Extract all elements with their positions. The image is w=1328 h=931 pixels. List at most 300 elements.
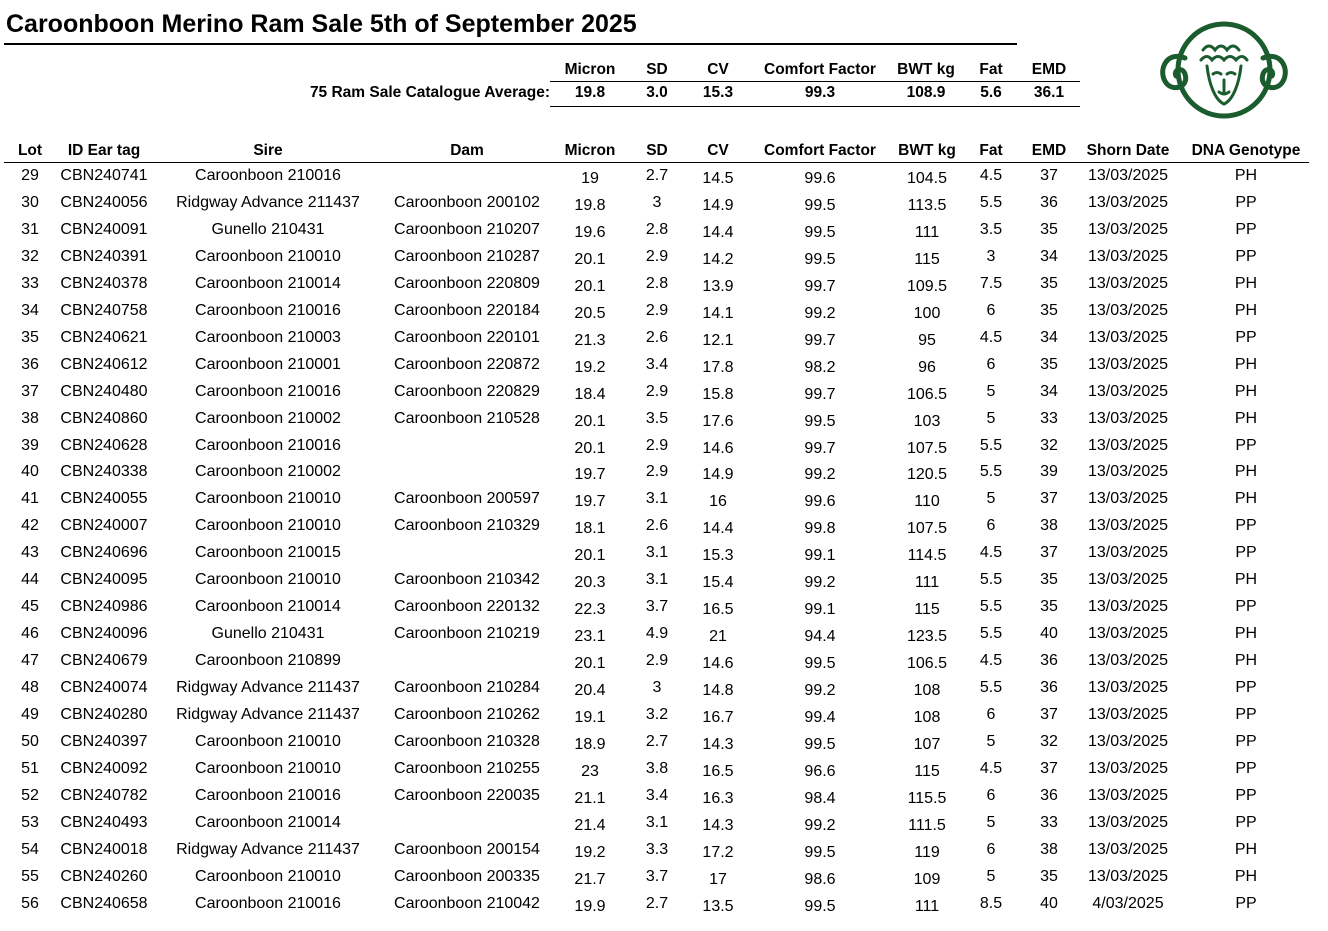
cell-cv: 14.3: [702, 816, 734, 834]
cell-sire: Caroonboon 210016: [195, 382, 341, 400]
cell-micron: 19.6: [574, 223, 606, 241]
cell-sd: 2.9: [645, 652, 669, 670]
cell-id-ear-tag: CBN240493: [60, 813, 148, 831]
cell-dna-genotype: PH: [1234, 867, 1258, 885]
cell-cv: 16.5: [702, 762, 734, 780]
avg-value-comfort-factor: 99.3: [804, 84, 836, 101]
cell-cv: 12.1: [702, 331, 734, 349]
cell-bwt: 107.5: [906, 520, 948, 538]
cell-micron: 20.1: [574, 250, 606, 268]
cell-bwt: 115: [914, 601, 940, 619]
cell-shorn-date: 13/03/2025: [1087, 598, 1169, 616]
cell-shorn-date: 13/03/2025: [1087, 652, 1169, 670]
avg-header-emd: EMD: [1031, 61, 1067, 78]
cell-sd: 3.1: [645, 813, 669, 831]
cell-sire: Caroonboon 210016: [195, 436, 341, 454]
cell-fat: 5: [986, 867, 996, 885]
cell-fat: 4.5: [979, 328, 1003, 346]
cell-sire: Caroonboon 210016: [195, 786, 341, 804]
cell-fat: 4.5: [979, 652, 1003, 670]
cell-fat: 3.5: [979, 220, 1003, 238]
cell-dna-genotype: PP: [1235, 544, 1257, 562]
cell-fat: 7.5: [979, 274, 1003, 292]
cell-comfort-factor: 99.5: [804, 250, 836, 268]
cell-micron: 20.1: [574, 277, 606, 295]
avg-header-fat: Fat: [979, 61, 1003, 78]
cell-emd: 33: [1040, 409, 1058, 427]
cell-dam: Caroonboon 200335: [394, 867, 540, 885]
cell-cv: 15.8: [702, 385, 734, 403]
avg-header-sd: SD: [646, 61, 668, 78]
cell-comfort-factor: 99.5: [804, 843, 836, 861]
cell-bwt: 109.5: [906, 277, 948, 295]
cell-dam: Caroonboon 210284: [394, 679, 540, 697]
cell-id-ear-tag: CBN240391: [60, 247, 148, 265]
cell-dam: Caroonboon 210262: [394, 706, 540, 723]
avg-value-fat: 5.6: [980, 84, 1002, 101]
cell-sd: 2.7: [645, 167, 669, 184]
cell-micron: 20.1: [574, 547, 606, 565]
cell-fat: 6: [986, 706, 996, 723]
cell-dna-genotype: PH: [1234, 409, 1258, 427]
cell-sd: 3.2: [645, 706, 669, 723]
cell-emd: 36: [1040, 679, 1058, 697]
cell-micron: 20.1: [574, 439, 606, 457]
cell-emd: 37: [1040, 167, 1058, 184]
cell-shorn-date: 13/03/2025: [1087, 274, 1169, 292]
column-header-comfort-factor: Comfort Factor: [764, 142, 876, 159]
cell-sd: 2.8: [645, 220, 669, 238]
cell-micron: 18.9: [574, 735, 606, 753]
cell-shorn-date: 13/03/2025: [1087, 193, 1169, 211]
cell-sire: Caroonboon 210016: [195, 167, 341, 184]
cell-bwt: 107.5: [906, 439, 948, 457]
column-header-fat: Fat: [979, 142, 1003, 159]
cell-bwt: 108: [913, 709, 941, 726]
cell-sire: Caroonboon 210001: [195, 355, 341, 373]
cell-sd: 2.8: [645, 274, 669, 292]
cell-cv: 14.4: [702, 223, 734, 241]
cell-bwt: 100: [913, 304, 941, 322]
cell-cv: 14.5: [702, 170, 734, 187]
cell-id-ear-tag: CBN240612: [60, 355, 148, 373]
cell-dam: Caroonboon 220035: [394, 786, 540, 804]
cell-bwt: 106.5: [906, 385, 948, 403]
cell-dam: Caroonboon 200597: [394, 490, 540, 508]
cell-bwt: 123.5: [906, 628, 948, 646]
cell-dam: Caroonboon 210207: [394, 220, 540, 238]
cell-dna-genotype: PP: [1235, 193, 1257, 211]
cell-fat: 8.5: [979, 894, 1003, 912]
cell-sd: 3.5: [645, 409, 669, 427]
column-header-sire: Sire: [253, 142, 283, 159]
cell-emd: 35: [1040, 355, 1058, 373]
cell-dna-genotype: PP: [1235, 247, 1257, 265]
cell-fat: 5.5: [979, 571, 1003, 589]
cell-emd: 36: [1040, 652, 1058, 670]
cell-emd: 36: [1040, 193, 1058, 211]
cell-cv: 15.3: [702, 547, 734, 565]
cell-emd: 32: [1040, 732, 1058, 750]
cell-comfort-factor: 99.5: [804, 412, 836, 430]
average-label: 75 Ram Sale Catalogue Average:: [309, 84, 550, 101]
column-header-sd: SD: [646, 142, 668, 159]
cell-cv: 16.7: [702, 709, 734, 726]
cell-micron: 20.5: [574, 304, 606, 322]
cell-micron: 19.7: [574, 466, 606, 484]
cell-comfort-factor: 94.4: [804, 628, 836, 646]
cell-shorn-date: 13/03/2025: [1087, 220, 1169, 238]
column-header-dam: Dam: [450, 142, 484, 159]
cell-comfort-factor: 99.6: [804, 170, 836, 187]
cell-id-ear-tag: CBN240095: [60, 571, 148, 589]
column-header-lot: Lot: [17, 142, 43, 159]
cell-lot: 39: [21, 436, 39, 454]
column-header-shorn-date: Shorn Date: [1086, 142, 1170, 159]
cell-dna-genotype: PP: [1235, 786, 1257, 804]
cell-bwt: 113.5: [907, 196, 947, 214]
cell-emd: 38: [1040, 840, 1058, 858]
cell-comfort-factor: 99.8: [804, 520, 836, 538]
cell-sire: Caroonboon 210015: [195, 544, 341, 562]
cell-sire: Caroonboon 210016: [195, 301, 341, 319]
cell-bwt: 120.5: [906, 466, 948, 484]
cell-shorn-date: 13/03/2025: [1087, 490, 1169, 508]
cell-micron: 21.3: [574, 331, 606, 349]
cell-sd: 3.1: [645, 571, 669, 589]
cell-bwt: 107: [913, 735, 941, 753]
cell-shorn-date: 13/03/2025: [1087, 409, 1169, 427]
cell-sire: Caroonboon 210010: [195, 732, 341, 750]
cell-micron: 22.3: [574, 601, 606, 619]
cell-dna-genotype: PH: [1234, 571, 1258, 589]
cell-sd: 3.4: [645, 786, 669, 804]
cell-dna-genotype: PP: [1235, 679, 1257, 697]
cell-shorn-date: 13/03/2025: [1087, 571, 1169, 589]
cell-bwt: 108: [913, 682, 941, 700]
cell-bwt: 104.5: [906, 170, 948, 187]
cell-lot: 40: [21, 463, 39, 481]
cell-lot: 32: [21, 247, 39, 265]
cell-sd: 2.9: [645, 382, 669, 400]
cell-cv: 14.2: [702, 250, 734, 268]
column-header-emd: EMD: [1031, 142, 1067, 159]
cell-sd: 3.1: [645, 544, 669, 562]
cell-bwt: 119: [914, 843, 940, 861]
cell-cv: 14.8: [702, 682, 734, 700]
cell-cv: 16.3: [702, 789, 734, 807]
cell-id-ear-tag: CBN240696: [60, 544, 148, 562]
cell-lot: 30: [21, 193, 39, 211]
cell-comfort-factor: 99.5: [804, 897, 836, 915]
cell-fat: 5.5: [979, 463, 1003, 481]
cell-lot: 53: [21, 813, 39, 831]
cell-shorn-date: 13/03/2025: [1087, 786, 1169, 804]
cell-emd: 35: [1040, 571, 1058, 589]
cell-bwt: 110: [914, 493, 940, 511]
cell-dam: Caroonboon 220829: [394, 382, 540, 400]
ram-head-logo-icon: [1155, 18, 1293, 122]
cell-emd: 35: [1040, 220, 1058, 238]
avg-value-cv: 15.3: [702, 84, 734, 101]
cell-shorn-date: 13/03/2025: [1087, 732, 1169, 750]
cell-lot: 41: [21, 490, 39, 508]
cell-emd: 34: [1040, 247, 1058, 265]
cell-emd: 40: [1040, 625, 1058, 643]
cell-dam: Caroonboon 220872: [394, 355, 540, 373]
cell-id-ear-tag: CBN240260: [60, 867, 148, 885]
cell-dam: Caroonboon 220184: [394, 301, 540, 319]
cell-lot: 45: [21, 598, 39, 616]
cell-lot: 33: [21, 274, 39, 292]
cell-lot: 38: [21, 409, 39, 427]
cell-shorn-date: 13/03/2025: [1087, 247, 1169, 265]
column-header-micron: Micron: [564, 142, 616, 159]
cell-cv: 14.1: [702, 304, 734, 322]
cell-fat: 6: [986, 840, 996, 858]
cell-cv: 14.9: [702, 196, 734, 214]
cell-cv: 14.4: [702, 520, 734, 538]
cell-comfort-factor: 99.5: [804, 655, 836, 673]
cell-id-ear-tag: CBN240280: [60, 706, 148, 723]
cell-dna-genotype: PP: [1235, 706, 1257, 723]
cell-id-ear-tag: CBN240628: [60, 436, 148, 454]
cell-dam: Caroonboon 210329: [394, 517, 540, 535]
cell-micron: 20.1: [574, 655, 606, 673]
cell-cv: 14.6: [702, 439, 734, 457]
cell-lot: 46: [21, 625, 39, 643]
cell-shorn-date: 13/03/2025: [1087, 759, 1169, 777]
cell-sd: 3: [652, 193, 662, 211]
column-header-id-ear-tag: ID Ear tag: [67, 142, 141, 159]
avg-header-micron: Micron: [564, 61, 616, 78]
cell-lot: 56: [21, 894, 39, 912]
cell-fat: 6: [986, 301, 996, 319]
cell-fat: 5: [986, 813, 996, 831]
cell-micron: 20.1: [574, 412, 606, 430]
cell-sd: 4.9: [645, 625, 669, 643]
cell-sire: Caroonboon 210010: [195, 867, 341, 885]
cell-lot: 49: [21, 706, 39, 723]
cell-micron: 18.1: [574, 520, 606, 538]
cell-dam: Caroonboon 210528: [394, 409, 540, 427]
cell-emd: 35: [1040, 867, 1058, 885]
cell-sd: 3.7: [645, 598, 669, 616]
cell-micron: 21.1: [574, 789, 606, 807]
cell-dam: Caroonboon 210342: [394, 571, 540, 589]
cell-dna-genotype: PP: [1235, 517, 1257, 535]
cell-dna-genotype: PP: [1235, 328, 1257, 346]
cell-fat: 5: [986, 732, 996, 750]
cell-dna-genotype: PH: [1234, 382, 1258, 400]
cell-comfort-factor: 99.2: [804, 574, 836, 592]
cell-shorn-date: 4/03/2025: [1092, 894, 1164, 912]
avg-header-cv: CV: [707, 61, 729, 78]
cell-cv: 17.2: [702, 843, 734, 861]
cell-cv: 14.3: [702, 735, 734, 753]
cell-dna-genotype: PH: [1234, 167, 1258, 184]
cell-lot: 29: [21, 167, 39, 184]
cell-sire: Caroonboon 210014: [195, 813, 341, 831]
cell-dna-genotype: PP: [1235, 598, 1257, 616]
cell-bwt: 115.5: [907, 789, 947, 807]
cell-bwt: 114.5: [907, 547, 947, 565]
cell-sire: Caroonboon 210002: [195, 463, 341, 481]
cell-id-ear-tag: CBN240018: [60, 840, 148, 858]
cell-shorn-date: 13/03/2025: [1087, 328, 1169, 346]
cell-comfort-factor: 98.6: [804, 870, 836, 888]
cell-id-ear-tag: CBN240096: [60, 625, 148, 643]
cell-dna-genotype: PH: [1234, 355, 1258, 373]
cell-dna-genotype: PP: [1235, 220, 1257, 238]
cell-shorn-date: 13/03/2025: [1087, 813, 1169, 831]
cell-comfort-factor: 99.7: [804, 331, 836, 349]
cell-comfort-factor: 99.5: [804, 223, 836, 241]
cell-cv: 15.4: [702, 574, 734, 592]
cell-fat: 4.5: [979, 544, 1003, 562]
cell-micron: 19.9: [574, 897, 606, 915]
avg-value-micron: 19.8: [574, 84, 606, 101]
cell-dna-genotype: PP: [1235, 436, 1257, 454]
cell-micron: 20.3: [574, 574, 606, 592]
cell-dam: Caroonboon 210042: [394, 894, 540, 912]
cell-sire: Gunello 210431: [211, 625, 325, 643]
cell-emd: 36: [1040, 786, 1058, 804]
cell-id-ear-tag: CBN240679: [60, 652, 148, 670]
cell-comfort-factor: 99.6: [804, 493, 836, 511]
cell-emd: 35: [1040, 274, 1058, 292]
cell-bwt: 109: [913, 870, 941, 888]
cell-comfort-factor: 99.2: [804, 816, 836, 834]
cell-dam: Caroonboon 220132: [394, 598, 540, 616]
cell-comfort-factor: 99.7: [804, 277, 836, 295]
cell-fat: 5: [986, 409, 996, 427]
avg-value-sd: 3.0: [646, 84, 668, 101]
cell-sd: 3: [652, 679, 662, 697]
cell-sd: 2.6: [645, 517, 669, 535]
cell-id-ear-tag: CBN240397: [60, 732, 148, 750]
cell-fat: 5.5: [979, 436, 1003, 454]
cell-comfort-factor: 98.4: [804, 789, 836, 807]
cell-comfort-factor: 96.6: [804, 762, 836, 780]
cell-fat: 6: [986, 355, 996, 373]
cell-emd: 37: [1040, 490, 1058, 508]
cell-micron: 21.7: [574, 870, 606, 888]
cell-cv: 17.6: [702, 412, 734, 430]
cell-cv: 14.6: [702, 655, 734, 673]
cell-lot: 54: [21, 840, 39, 858]
cell-bwt: 106.5: [906, 655, 948, 673]
cell-micron: 19.8: [574, 196, 606, 214]
cell-bwt: 111.5: [908, 816, 946, 834]
cell-emd: 32: [1040, 436, 1058, 454]
cell-sd: 3.4: [645, 355, 669, 373]
cell-fat: 5.5: [979, 193, 1003, 211]
cell-id-ear-tag: CBN240621: [60, 328, 148, 346]
cell-dam: Caroonboon 200102: [394, 193, 540, 211]
cell-dna-genotype: PH: [1234, 625, 1258, 643]
page-title: Caroonboon Merino Ram Sale 5th of September 2025: [6, 10, 637, 38]
cell-dna-genotype: PH: [1234, 652, 1258, 670]
cell-emd: 38: [1040, 517, 1058, 535]
cell-sire: Ridgway Advance 211437: [176, 679, 360, 697]
avg-header-comfort-factor: Comfort Factor: [764, 61, 876, 78]
cell-id-ear-tag: CBN240091: [60, 220, 148, 238]
cell-lot: 43: [21, 544, 39, 562]
cell-emd: 37: [1040, 706, 1058, 723]
cell-sire: Caroonboon 210016: [195, 894, 341, 912]
cell-comfort-factor: 99.2: [804, 682, 836, 700]
cell-lot: 50: [21, 732, 39, 750]
cell-sd: 2.9: [645, 301, 669, 319]
cell-dna-genotype: PP: [1235, 732, 1257, 750]
cell-id-ear-tag: CBN240782: [60, 786, 148, 804]
cell-lot: 42: [21, 517, 39, 535]
cell-shorn-date: 13/03/2025: [1087, 355, 1169, 373]
cell-id-ear-tag: CBN240658: [60, 894, 148, 912]
cell-sd: 2.7: [645, 732, 669, 750]
cell-dam: Caroonboon 210255: [394, 759, 540, 777]
cell-id-ear-tag: CBN240074: [60, 679, 148, 697]
cell-emd: 35: [1040, 598, 1058, 616]
cell-fat: 6: [986, 517, 996, 535]
cell-shorn-date: 13/03/2025: [1087, 436, 1169, 454]
cell-comfort-factor: 99.5: [804, 196, 836, 214]
cell-id-ear-tag: CBN240986: [60, 598, 148, 616]
cell-bwt: 115: [914, 250, 940, 268]
cell-dam: Caroonboon 210328: [394, 732, 540, 750]
cell-micron: 19.1: [574, 709, 606, 726]
cell-dna-genotype: PH: [1234, 301, 1258, 319]
cell-id-ear-tag: CBN240056: [60, 193, 148, 211]
cell-shorn-date: 13/03/2025: [1087, 301, 1169, 319]
cell-emd: 40: [1040, 894, 1058, 912]
table-header-rule: [4, 162, 1309, 163]
cell-sire: Gunello 210431: [211, 220, 325, 238]
cell-id-ear-tag: CBN240007: [60, 517, 148, 535]
cell-id-ear-tag: CBN240480: [60, 382, 148, 400]
cell-shorn-date: 13/03/2025: [1087, 679, 1169, 697]
cell-sd: 3.7: [645, 867, 669, 885]
cell-fat: 5: [986, 490, 996, 508]
cell-emd: 39: [1040, 463, 1058, 481]
cell-comfort-factor: 99.2: [804, 304, 836, 322]
cell-sire: Ridgway Advance 211437: [176, 193, 360, 211]
cell-lot: 51: [21, 759, 39, 777]
cell-fat: 5.5: [979, 598, 1003, 616]
cell-cv: 16.5: [702, 601, 734, 619]
cell-micron: 19.2: [574, 843, 606, 861]
cell-sire: Caroonboon 210003: [195, 328, 341, 346]
cell-fat: 5.5: [979, 625, 1003, 643]
cell-id-ear-tag: CBN240338: [60, 463, 148, 481]
cell-dam: Caroonboon 210219: [394, 625, 540, 643]
cell-micron: 18.4: [574, 385, 606, 403]
cell-cv: 13.9: [702, 277, 734, 295]
cell-id-ear-tag: CBN240860: [60, 409, 148, 427]
cell-sire: Ridgway Advance 211437: [176, 706, 360, 723]
cell-lot: 48: [21, 679, 39, 697]
cell-comfort-factor: 99.5: [804, 735, 836, 753]
cell-sire: Caroonboon 210002: [195, 409, 341, 427]
cell-micron: 21.4: [574, 816, 606, 834]
cell-fat: 4.5: [979, 759, 1003, 777]
cell-id-ear-tag: CBN240092: [60, 759, 148, 777]
cell-lot: 34: [21, 301, 39, 319]
cell-sire: Caroonboon 210010: [195, 517, 341, 535]
cell-shorn-date: 13/03/2025: [1087, 463, 1169, 481]
cell-fat: 5.5: [979, 679, 1003, 697]
